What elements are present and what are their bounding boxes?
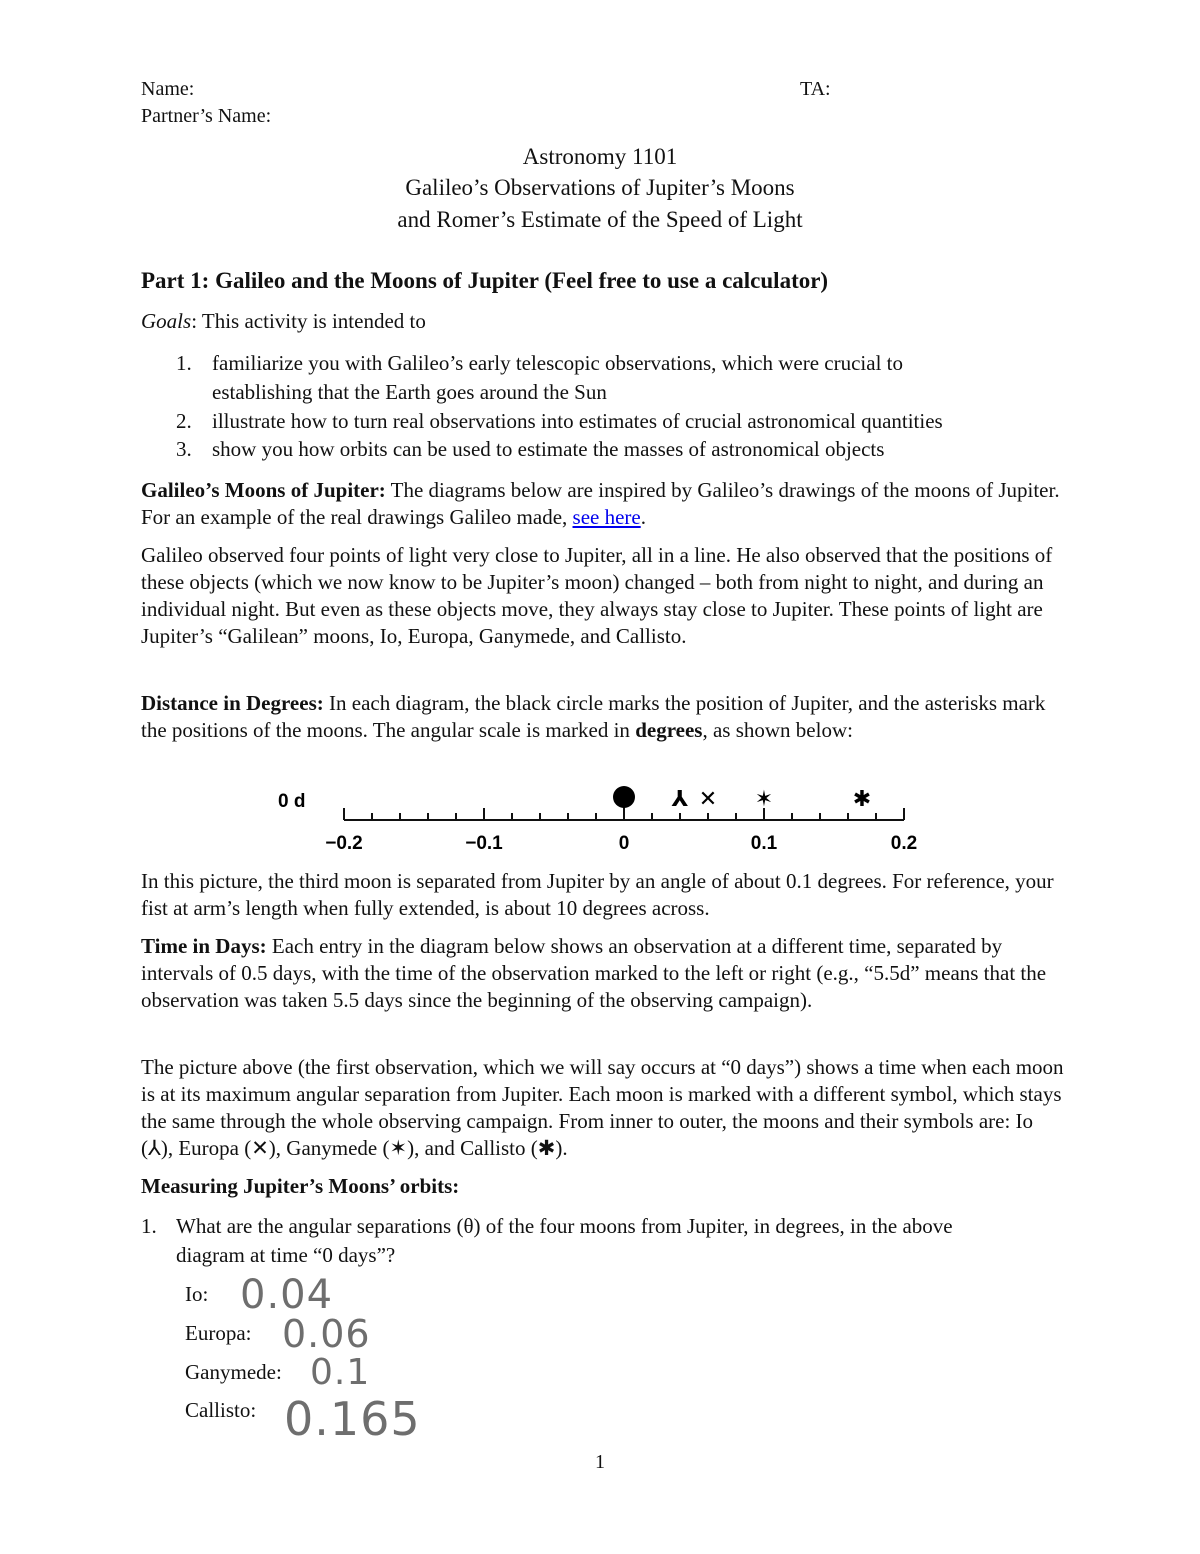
ta-label: TA: — [800, 78, 831, 100]
moon-marker-ganymede: ✶ — [754, 786, 774, 811]
goal-line: familiarize you with Galileo’s early telescopic observations, which were crucial to — [212, 351, 904, 375]
goal-item: illustrate how to turn real observations into estimates of crucial astronomical quantities — [212, 409, 943, 433]
page-number: 1 — [595, 1451, 605, 1473]
goal-item: show you how orbits can be used to estimate the masses of astronomical objects — [212, 437, 885, 461]
goal-number: 3. — [176, 437, 192, 461]
moon-marker-callisto: ✱ — [852, 786, 872, 811]
goal-number: 2. — [176, 409, 192, 433]
moon-marker-io: ⅄ — [671, 786, 689, 811]
callisto-answer-label: Callisto: — [185, 1398, 257, 1422]
question-number: 1. — [141, 1214, 157, 1238]
europa-answer-label: Europa: — [185, 1321, 252, 1345]
course-title: Astronomy 1101 — [522, 144, 678, 169]
tick-label: 0.1 — [750, 833, 778, 854]
goals-text: : This activity is intended to — [191, 309, 426, 333]
time-paragraph: Time in Days: Each entry in the diagram below shows an observation at a different time, separated by intervals of 0.5 days, with the time of the observation marked to the left or right (e.g., “5.5d” means that the observation was taken 5.5 days since the beginning of the observing campaign). — [141, 934, 1047, 1012]
callisto-answer-value[interactable]: 0.165 — [284, 1392, 421, 1446]
europa-answer-value[interactable]: 0.06 — [282, 1312, 371, 1356]
moons-diagram — [0, 775, 1200, 860]
tick-label: 0 — [618, 833, 630, 854]
question-line: diagram at time “0 days”? — [176, 1243, 396, 1267]
picture-paragraph: In this picture, the third moon is separated from Jupiter by an angle of about 0.1 degrees. For reference, your fist at arm’s length when fully extended, is about 10 degrees across. — [141, 869, 1054, 920]
jupiter-marker — [613, 786, 635, 808]
goals-label: Goals — [141, 309, 192, 333]
tick-label: 0.2 — [890, 833, 918, 854]
question-line: What are the angular separations (θ) of the four moons from Jupiter, in degrees, in the above — [176, 1214, 953, 1238]
time-label-heading: Time in Days: — [141, 934, 267, 958]
picture-above-paragraph: The picture above (the first observation, which we will say occurs at “0 days”) shows a time when each moon is at its maximum angular separation from Jupiter. Each moon is marked with a different symbol, which stays the same through the whole observing campaign. From inner to outer, the moons and their symbols are: Io (⅄), Europa (✕), Ganymede (✶), and Callisto (✱). — [141, 1055, 1064, 1160]
moons-text: The diagrams below are inspired by Galileo’s drawings of the moons of Jupiter. For an example of the real drawings Galileo made, — [141, 478, 1060, 529]
worksheet-title: Galileo’s Observations of Jupiter’s Moons — [405, 175, 795, 200]
moons-paragraph: Galileo’s Moons of Jupiter: The diagrams below are inspired by Galileo’s drawings of the moons of Jupiter. For an example of the real drawings Galileo made, see here. — [141, 478, 1060, 529]
ganymede-answer-value[interactable]: 0.1 — [310, 1352, 371, 1393]
io-answer-label: Io: — [185, 1282, 209, 1306]
distance-paragraph: Distance in Degrees: In each diagram, the black circle marks the position of Jupiter, and the asterisks mark the positions of the moons. The angular scale is marked in degrees, as shown below: — [141, 691, 1046, 742]
goals-intro — [141, 309, 426, 334]
moon-marker-europa: ✕ — [698, 786, 718, 811]
worksheet-subtitle: and Romer’s Estimate of the Speed of Light — [397, 207, 803, 232]
time-label: 0 d — [278, 791, 306, 812]
observed-paragraph: Galileo observed four points of light very close to Jupiter, all in a line. He also observed that the positions of these objects (which we now know to be Jupiter’s moon) changed – both from night to night, and during an individual night. But even as these objects move, they always stay close to Jupiter. These points of light are Jupiter’s “Galilean” moons, Io, Europa, Ganymede, and Callisto. — [141, 543, 1053, 648]
partner-name-label: Partner’s Name: — [141, 105, 272, 127]
ganymede-answer-label: Ganymede: — [185, 1360, 282, 1384]
name-label: Name: — [141, 78, 195, 100]
part1-heading: Part 1: Galileo and the Moons of Jupiter (Feel free to use a calculator) — [141, 268, 829, 293]
tick-label: −0.2 — [325, 833, 363, 854]
io-answer-value[interactable]: 0.04 — [240, 1272, 334, 1318]
moons-label: Galileo’s Moons of Jupiter: — [141, 478, 386, 502]
goal-line: establishing that the Earth goes around the Sun — [212, 380, 607, 404]
distance-label: Distance in Degrees: — [141, 691, 324, 715]
goal-item — [212, 349, 1062, 407]
goal-number: 1. — [176, 351, 192, 375]
measuring-heading: Measuring Jupiter’s Moons’ orbits: — [141, 1174, 460, 1198]
see-here-link[interactable]: see here — [572, 505, 641, 529]
degree-axis — [325, 808, 917, 854]
tick-label: −0.1 — [465, 833, 503, 854]
